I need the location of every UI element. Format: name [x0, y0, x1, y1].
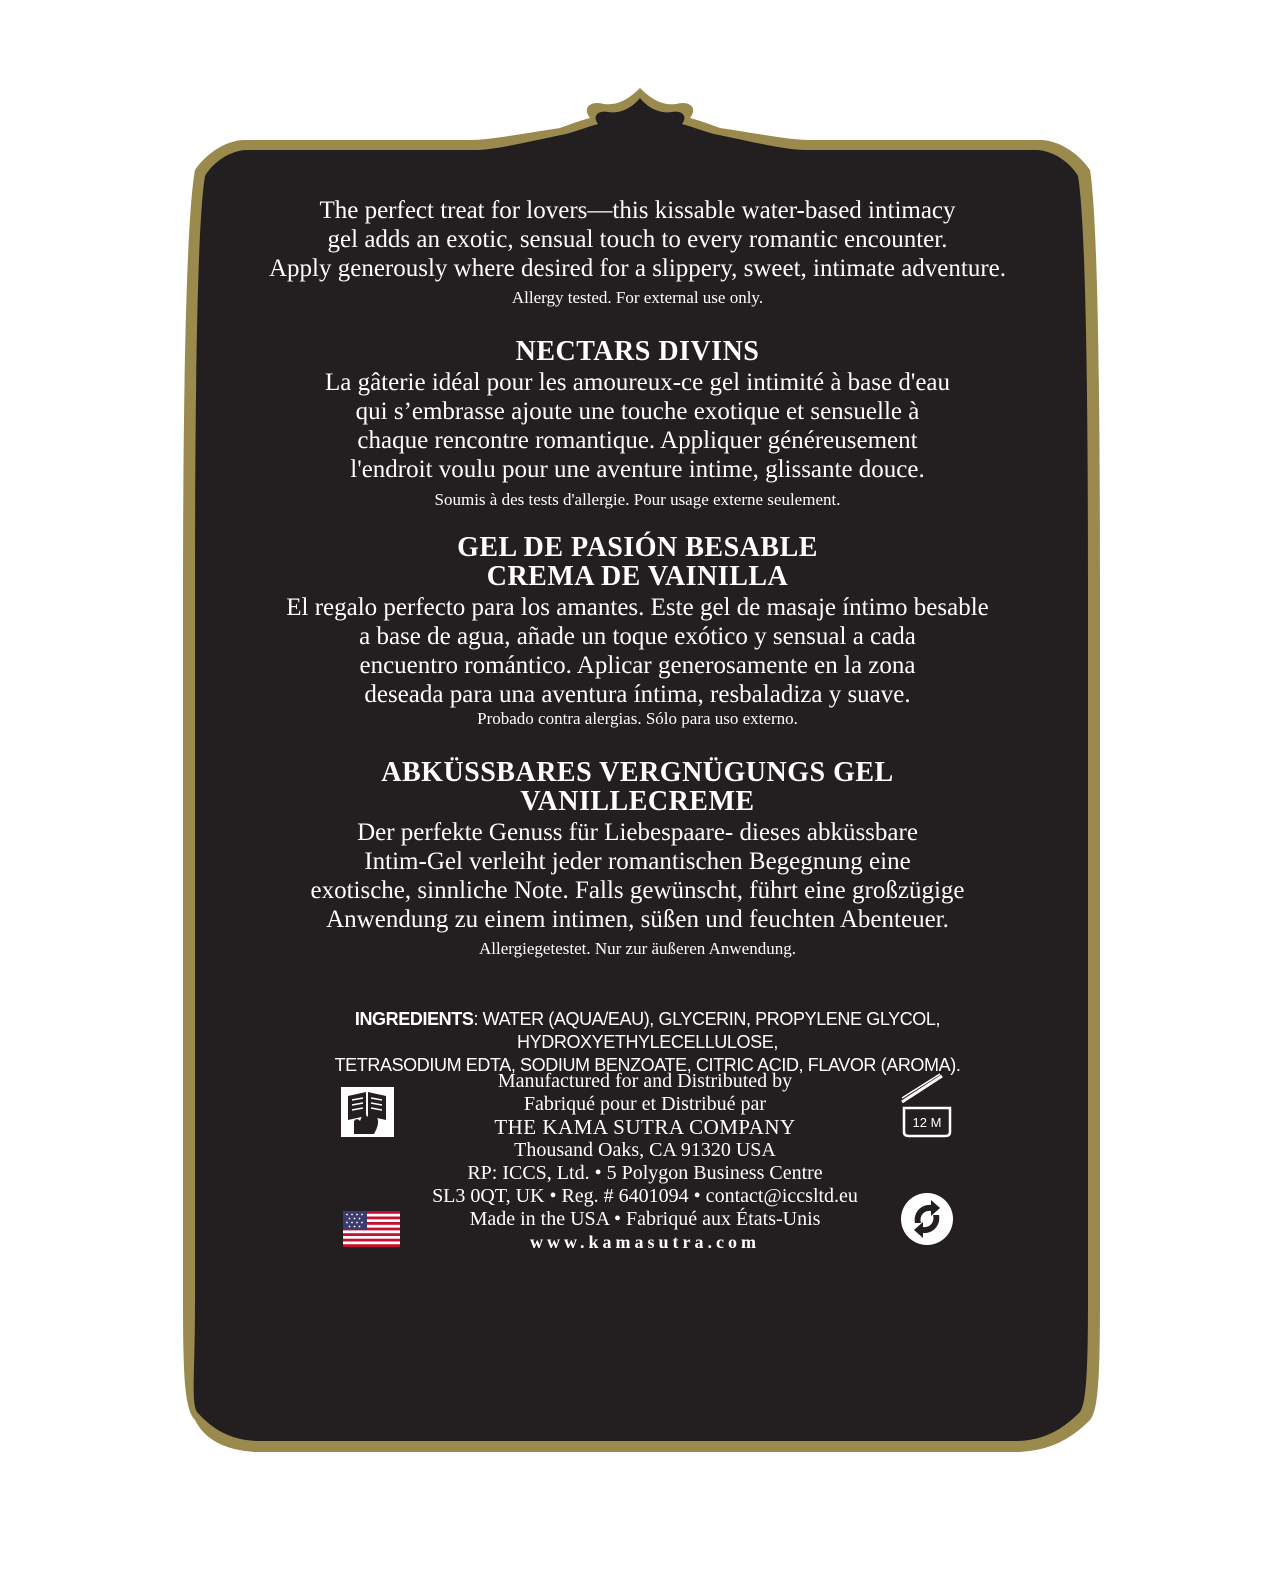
- german-heading-1: ABKÜSSBARES VERGNÜGUNGS GEL: [381, 757, 894, 788]
- french-line-2: qui s’embrasse ajoute une touche exotique et sensuelle à: [355, 398, 920, 425]
- german-heading-2: VANILLECREME: [520, 786, 755, 817]
- recycle-icon: [899, 1191, 955, 1247]
- spanish-heading-1: GEL DE PASIÓN BESABLE: [457, 532, 818, 563]
- mfg-address: Thousand Oaks, CA 91320 USA: [514, 1139, 776, 1161]
- ingredients-block: [240, 1008, 1055, 1077]
- mfg-made-in: Made in the USA • Fabriqué aux États-Unis: [469, 1208, 821, 1230]
- french-line-3: chaque rencontre romantique. Appliquer généreusement: [357, 427, 918, 454]
- mfg-line-1: Manufactured for and Distributed by: [497, 1070, 793, 1092]
- period-after-opening-icon: [898, 1070, 956, 1138]
- mfg-line-2: Fabriqué pour et Distribué par: [523, 1093, 767, 1115]
- english-line-1: The perfect treat for lovers—this kissable water-based intimacy: [319, 197, 956, 224]
- ingredients-line-2: TETRASODIUM EDTA, SODIUM BENZOATE, CITRIC ACID, FLAVOR (AROMA).: [334, 1055, 961, 1075]
- german-line-3: exotische, sinnliche Note. Falls gewünscht, führt eine großzügige: [310, 877, 965, 904]
- german-line-2: Intim-Gel verleiht jeder romantischen Begegnung eine: [364, 848, 911, 875]
- spanish-note: Probado contra alergias. Sólo para uso externo.: [477, 709, 798, 728]
- mfg-rp: RP: ICCS, Ltd. • 5 Polygon Business Centre: [467, 1162, 823, 1184]
- ingredients-line-1: [240, 1008, 1055, 1054]
- read-leaflet-icon: [340, 1086, 395, 1138]
- ingredients-label: INGREDIENTS: [354, 1009, 474, 1029]
- english-line-3: Apply generously where desired for a slippery, sweet, intimate adventure.: [268, 255, 1007, 282]
- english-note: Allergy tested. For external use only.: [511, 288, 764, 307]
- english-line-2: gel adds an exotic, sensual touch to every romantic encounter.: [327, 226, 948, 253]
- mfg-company: THE KAMA SUTRA COMPANY: [494, 1115, 796, 1139]
- mfg-uk-address: SL3 0QT, UK • Reg. # 6401094 • contact@iccsltd.eu: [432, 1185, 858, 1207]
- spanish-line-2: a base de agua, añade un toque exótico y sensual a cada: [359, 623, 916, 650]
- spanish-heading-2: CREMA DE VAINILLA: [486, 561, 789, 592]
- german-note: Allergiegetestet. Nur zur äußeren Anwendung.: [479, 939, 796, 958]
- german-line-1: Der perfekte Genuss für Liebespaare- dieses abküssbare: [357, 819, 918, 846]
- french-line-4: l'endroit voulu pour une aventure intime, glissante douce.: [350, 456, 925, 483]
- spanish-line-1: El regalo perfecto para los amantes. Este gel de masaje íntimo besable: [286, 594, 989, 621]
- ingredients-list-1: : WATER (AQUA/EAU), GLYCERIN, PROPYLENE GLYCOL, HYDROXYETHYLECELLULOSE,: [473, 1009, 941, 1052]
- spanish-line-3: encuentro romántico. Aplicar generosamente en la zona: [359, 652, 916, 679]
- french-heading: NECTARS DIVINS: [515, 336, 760, 367]
- french-note: Soumis à des tests d'allergie. Pour usage externe seulement.: [434, 490, 841, 509]
- manufacturer-block: [395, 1070, 895, 1254]
- german-line-4: Anwendung zu einem intimen, süßen und feuchten Abenteuer.: [326, 906, 949, 933]
- spanish-line-4: deseada para una aventura íntima, resbaladiza y suave.: [364, 681, 911, 708]
- french-line-1: La gâterie idéal pour les amoureux-ce gel intimité à base d'eau: [324, 369, 951, 396]
- period-after-opening-label: 12 M: [912, 1115, 942, 1130]
- usa-flag-icon: [343, 1211, 400, 1247]
- website-link[interactable]: www.kamasutra.com: [530, 1232, 760, 1252]
